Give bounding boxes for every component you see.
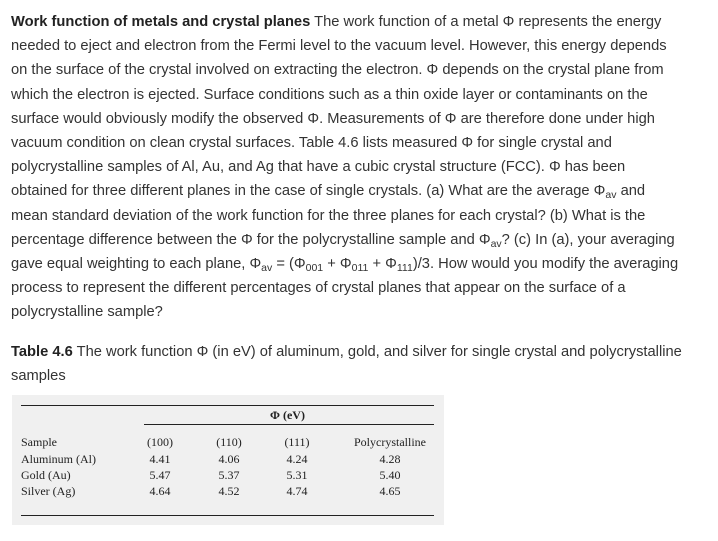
table-bottom-rule [21,515,434,516]
header-polycrystalline: Polycrystalline [354,435,426,449]
cell-polycrystalline: 4.65 [379,484,401,498]
subscript-av: av [261,262,273,275]
equation-plus: + Φ [368,256,397,273]
cell-100: 4.41 [149,452,171,466]
cell-100: 4.64 [149,484,171,498]
cell-sample: Gold (Au) [21,468,71,482]
question-c-rest: )/3. How would you modify the averaging process to represent the different percentages of crystal planes that appear on the surface of a polycrystalline sample? [11,256,679,321]
header-110: (110) [216,435,242,449]
cell-polycrystalline: 4.28 [379,452,401,466]
cell-110: 4.52 [218,484,240,498]
table-row [12,484,444,500]
table-caption-label: Table 4.6 [11,344,73,360]
cell-110: 5.37 [218,468,240,482]
cell-111: 4.74 [286,484,308,498]
subscript-011: 011 [351,262,369,275]
subscript-av: av [605,189,617,202]
table-caption [11,340,683,388]
problem-text [11,10,683,325]
problem-intro: The work function of a metal Φ represents the energy needed to eject and electron from the Fermi level to the vacuum level. However, this energy depends on the surface of the crystal involved on extracting the electron. Φ depends on the crystal plane from which the electron is ejected. Surface conditions such as a thin oxide layer or contaminants on the surface would obviously modify the observed Φ. Measurements of Φ are therefore done under high vacuum condition on clean crystal surfaces. Table 4.6 lists measured Φ for single crystal and polycrystalline samples of Al, Au, and Ag that have a cubic crystal structure (FCC). Φ has been obtained for three different planes in the case of single crystals. (a) What are the average Φ [11,14,667,200]
equation-open: = (Φ [272,256,306,273]
table-row [12,452,444,468]
cell-100: 5.47 [149,468,171,482]
work-function-table [12,395,444,525]
table-header-row [12,435,444,451]
table-top-rule [21,405,434,406]
cell-sample: Silver (Ag) [21,484,76,498]
equation-plus: + Φ [323,256,352,273]
header-111: (111) [284,435,310,449]
cell-111: 5.31 [286,468,308,482]
cell-111: 4.24 [286,452,308,466]
table-group-header: Φ (eV) [270,408,305,422]
problem-title: Work function of metals and crystal planes [11,14,311,30]
question-a-rest: and mean standard deviation of the work function for the three planes for each crystal? (b) What is the percentage difference between the Φ for the polycrystalline sample and Φ [11,183,646,248]
table-row [12,468,444,484]
subscript-001: 001 [305,262,324,275]
cell-sample: Aluminum (Al) [21,452,96,466]
header-sample: Sample [21,435,57,449]
cell-110: 4.06 [218,452,240,466]
subscript-av: av [490,237,502,250]
subscript-111: 111 [396,262,413,275]
table-caption-text: The work function Φ (in eV) of aluminum, gold, and silver for single crystal and polycrystalline samples [11,344,682,384]
question-b-end: ? (c) In (a), your averaging gave equal weighting to each plane, Φ [11,231,675,273]
header-100: (100) [147,435,173,449]
table-group-rule [144,424,434,425]
cell-polycrystalline: 5.40 [379,468,401,482]
